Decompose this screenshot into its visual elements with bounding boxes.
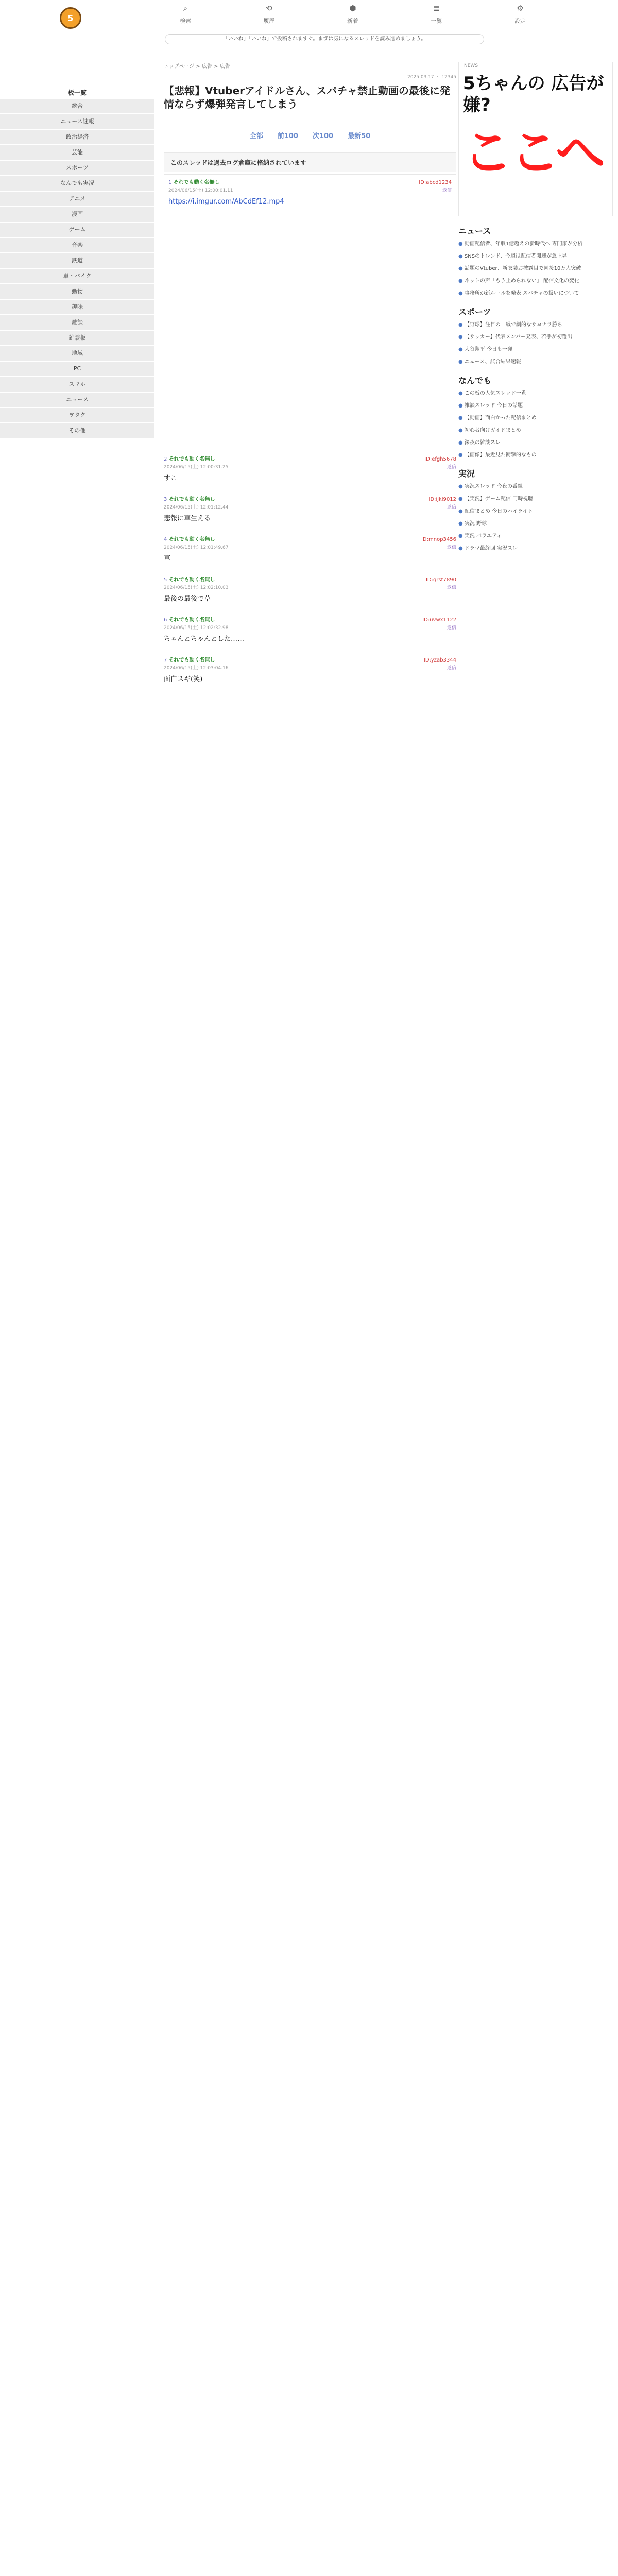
left-nav-item[interactable]: 漫画 — [0, 207, 154, 222]
side-item[interactable]: ● 実況 バラエティ — [458, 533, 502, 539]
poster-id: ID:abcd1234 — [419, 180, 452, 185]
left-nav-item[interactable]: 音楽 — [0, 238, 154, 252]
side-item-text: 【実況】ゲーム配信 同時視聴 — [464, 496, 534, 502]
post-2 — [164, 455, 456, 496]
poster-name: それでも動く名無し — [173, 180, 220, 185]
side-item-text: 初心者向けガイドまとめ — [464, 428, 521, 433]
poster-id: ID:ijkl9012 — [428, 497, 456, 502]
left-nav-item[interactable]: 雑談 — [0, 315, 154, 330]
side-item-text: この板の人気スレッド一覧 — [464, 391, 526, 396]
left-nav-item[interactable]: ニュース速報 — [0, 114, 154, 129]
left-nav-item[interactable]: 芸能 — [0, 145, 154, 160]
side-item[interactable]: ● ニュース、試合結果速報 — [458, 359, 521, 365]
nav-new-label: 新着 — [347, 18, 358, 24]
side-item[interactable]: ● 配信まとめ 今日のハイライト — [458, 509, 533, 514]
side-item-text: 実況 野球 — [464, 521, 487, 527]
side-item[interactable]: ● ドラマ最終回 実況スレ — [458, 546, 518, 551]
post-4 — [164, 536, 456, 576]
reply-link[interactable]: 返信 — [447, 505, 456, 510]
poster-id: ID:mnop3456 — [421, 537, 456, 543]
side-item-text: 実況 バラエティ — [464, 533, 502, 539]
search-icon: ⌕ — [183, 4, 188, 13]
site-notice: 「いいね」「いいね」で投稿されますぐ。まずは気になるスレッドを読み進めましょう。 — [165, 34, 484, 44]
side-item[interactable]: ● 初心者向けガイドまとめ — [458, 428, 521, 433]
post-number: 7 — [164, 657, 167, 663]
side-section-title: 実況 — [458, 469, 475, 479]
left-nav-item[interactable]: PC — [0, 362, 154, 376]
history-icon: ⟲ — [266, 4, 272, 13]
left-nav-item[interactable]: その他 — [0, 423, 154, 438]
side-item-text: ニュース、試合結果速報 — [464, 359, 521, 365]
poster-name: それでも動く名無し — [168, 537, 215, 543]
reply-link[interactable]: 返信 — [442, 188, 452, 193]
side-item-text: ドラマ最終回 実況スレ — [464, 546, 518, 551]
post-5 — [164, 576, 456, 616]
side-item[interactable]: ● ネットの声「もう止められない」 配信文化の変化 — [458, 278, 580, 284]
post-time: 2024/06/15(土) 12:01:49.67 — [164, 545, 229, 550]
side-item[interactable]: ● 実況スレッド 今夜の番組 — [458, 484, 523, 489]
thread-title: 【悲報】Vtuberアイドルさん、スパチャ禁止動画の最後に発情ならず爆弾発言してしまう — [164, 84, 450, 110]
left-nav-item[interactable]: なんでも実況 — [0, 176, 154, 191]
side-item[interactable]: ● 事務所が新ルールを発表 スパチャの扱いについて — [458, 291, 579, 296]
post-time: 2024/06/15(土) 12:00:01.11 — [168, 188, 233, 193]
side-item-text: SNSのトレンド、今週は配信者関連が急上昇 — [464, 253, 567, 259]
archive-notice: このスレッドは過去ログ倉庫に格納されています — [164, 152, 456, 172]
left-nav-item[interactable]: ゲーム — [0, 223, 154, 237]
main-content — [164, 62, 456, 697]
side-item-text: 配信まとめ 今日のハイライト — [464, 509, 533, 514]
side-item-text: 【画像】最近見た衝撃的なもの — [464, 452, 537, 458]
left-nav-item[interactable]: 車・バイク — [0, 269, 154, 283]
menu-all[interactable]: 全部 — [249, 132, 263, 140]
side-item[interactable]: ● 【画像】最近見た衝撃的なもの — [458, 452, 537, 458]
side-item-text: 雑談スレッド 今日の話題 — [464, 403, 523, 409]
post-time: 2024/06/15(土) 12:02:32.98 — [164, 625, 229, 631]
post-body: 草 — [164, 555, 171, 563]
side-item-text: 深夜の雑談スレ — [464, 440, 501, 446]
left-nav-item[interactable]: 趣味 — [0, 300, 154, 314]
nav-settings-label: 設定 — [514, 18, 526, 24]
poster-name: それでも動く名無し — [168, 456, 215, 462]
side-item[interactable]: ● 深夜の雑談スレ — [458, 440, 501, 446]
poster-id: ID:efgh5678 — [424, 456, 456, 462]
side-item-text: ネットの声「もう止められない」 配信文化の変化 — [464, 278, 580, 284]
post-body: すこ — [164, 474, 178, 482]
post-time: 2024/06/15(土) 12:02:10.03 — [164, 585, 229, 590]
new-icon: ⬢ — [349, 4, 356, 13]
side-item-text: 【野球】注目の一戦で劇的なサヨナラ勝ち — [464, 322, 562, 328]
left-nav-item[interactable]: 政治経済 — [0, 130, 154, 144]
right-sidebar — [458, 62, 613, 557]
left-nav-item[interactable]: スマホ — [0, 377, 154, 392]
reply-link[interactable]: 返信 — [447, 545, 456, 550]
side-item[interactable]: ● SNSのトレンド、今週は配信者関連が急上昇 — [458, 253, 567, 259]
thread-menu — [164, 130, 456, 140]
side-item-text: 事務所が新ルールを発表 スパチャの扱いについて — [464, 291, 579, 296]
post-body: 面白スギ(笑) — [164, 675, 203, 683]
poster-name: それでも動く名無し — [168, 577, 215, 583]
post-body: ちゃんとちゃんとした…… — [164, 635, 245, 643]
nav-search[interactable] — [157, 4, 214, 30]
menu-latest[interactable]: 最新50 — [348, 132, 371, 140]
poster-id: ID:qrst7890 — [425, 577, 456, 583]
reply-link[interactable]: 返信 — [447, 625, 456, 631]
side-item-text: 話題のVtuber、新衣装お披露目で同接10万人突破 — [464, 266, 581, 272]
breadcrumb: トップページ > 広告 > 広告 — [164, 62, 456, 72]
left-nav-item[interactable]: ニュース — [0, 393, 154, 407]
post-body: 最後の最後で草 — [164, 595, 211, 603]
poster-name: それでも動く名無し — [168, 497, 215, 502]
post-body[interactable]: https://i.imgur.com/AbCdEf12.mp4 — [168, 198, 284, 206]
reply-link[interactable]: 返信 — [447, 465, 456, 470]
post-number: 3 — [164, 497, 167, 502]
left-nav-item[interactable]: 鉄道 — [0, 253, 154, 268]
menu-prev[interactable]: 前100 — [277, 132, 298, 140]
nav-history-label: 履歴 — [263, 18, 275, 24]
side-item[interactable]: ● 【実況】ゲーム配信 同時視聴 — [458, 496, 534, 502]
reply-link[interactable]: 返信 — [447, 666, 456, 671]
side-item[interactable]: ● 動画配信者、年収1億超えの新時代へ 専門家が分析 — [458, 241, 583, 247]
poster-id: ID:yzab3344 — [423, 657, 456, 663]
side-section-title: ニュース — [458, 226, 491, 236]
nav-settings[interactable] — [492, 4, 548, 30]
post-number: 6 — [164, 617, 167, 623]
side-item[interactable]: ● 雑談スレッド 今日の話題 — [458, 403, 523, 409]
post-7 — [164, 656, 456, 697]
left-nav-item[interactable]: アニメ — [0, 192, 154, 206]
poster-name: それでも動く名無し — [168, 657, 215, 663]
nav-search-label: 検索 — [180, 18, 191, 24]
left-nav-item[interactable]: 地域 — [0, 346, 154, 361]
nav-new[interactable] — [324, 4, 381, 30]
post-6 — [164, 616, 456, 656]
post-1 — [168, 179, 452, 219]
post-number: 4 — [164, 537, 167, 543]
post-body: 悲報に草生える — [164, 515, 211, 522]
side-item[interactable]: ● この板の人気スレッド一覧 — [458, 391, 526, 396]
side-item[interactable]: ● 話題のVtuber、新衣装お披露目で同接10万人突破 — [458, 266, 581, 272]
side-item[interactable]: ● 実況 野球 — [458, 521, 487, 527]
post-number: 5 — [164, 577, 167, 583]
post-number: 2 — [164, 456, 167, 462]
reply-link[interactable]: 返信 — [447, 585, 456, 590]
banner-top-label: NEWS — [464, 63, 478, 69]
left-nav — [0, 88, 154, 439]
post-time: 2024/06/15(土) 12:03:04.16 — [164, 666, 229, 671]
banner-cta: ここへ — [463, 124, 604, 181]
side-item[interactable]: ● 【サッカー】代表メンバー発表、若手が初選出 — [458, 334, 573, 340]
side-item-text: 【動画】面白かった配信まとめ — [464, 415, 537, 421]
top-nav — [157, 4, 548, 30]
list-icon: ≣ — [433, 4, 440, 13]
side-item[interactable]: ● 【野球】注目の一戦で劇的なサヨナラ勝ち — [458, 322, 562, 328]
menu-next[interactable]: 次100 — [312, 132, 334, 140]
left-nav-item[interactable]: 総合 — [0, 99, 154, 113]
nav-list[interactable] — [408, 4, 465, 30]
left-nav-item[interactable]: 雑談板 — [0, 331, 154, 345]
side-item[interactable]: ● 大谷翔平 今日も一発 — [458, 347, 513, 352]
thread-meta: 2025.03.17 ・ 12345 — [407, 75, 456, 80]
left-nav-title: 板一覧 — [67, 89, 87, 96]
ad-banner[interactable] — [458, 62, 613, 216]
poster-id: ID:uvwx1122 — [422, 617, 456, 623]
side-item[interactable]: ● 【動画】面白かった配信まとめ — [458, 415, 537, 421]
post-time: 2024/06/15(土) 12:01:12.44 — [164, 505, 229, 510]
top-bar — [0, 0, 618, 46]
side-item-text: 動画配信者、年収1億超えの新時代へ 専門家が分析 — [464, 241, 583, 247]
left-nav-item[interactable]: ヲタク — [0, 408, 154, 422]
left-nav-item[interactable]: スポーツ — [0, 161, 154, 175]
site-logo[interactable]: 5 — [60, 7, 81, 29]
left-nav-item[interactable]: 動物 — [0, 284, 154, 299]
nav-history[interactable] — [241, 4, 298, 30]
side-item-text: 大谷翔平 今日も一発 — [464, 347, 513, 352]
post-number: 1 — [168, 180, 172, 185]
post-time: 2024/06/15(土) 12:00:31.25 — [164, 465, 229, 470]
banner-headline: 5ちゃんの 広告が嫌? — [463, 73, 604, 115]
side-section-title: なんでも — [458, 376, 492, 385]
side-item-text: 実況スレッド 今夜の番組 — [464, 484, 523, 489]
side-section-title: スポーツ — [458, 307, 491, 317]
side-item-text: 【サッカー】代表メンバー発表、若手が初選出 — [464, 334, 573, 340]
post-3 — [164, 496, 456, 536]
poster-name: それでも動く名無し — [168, 617, 215, 623]
nav-list-label: 一覧 — [431, 18, 442, 24]
first-post-box — [164, 174, 456, 452]
settings-icon: ⚙ — [517, 4, 524, 13]
